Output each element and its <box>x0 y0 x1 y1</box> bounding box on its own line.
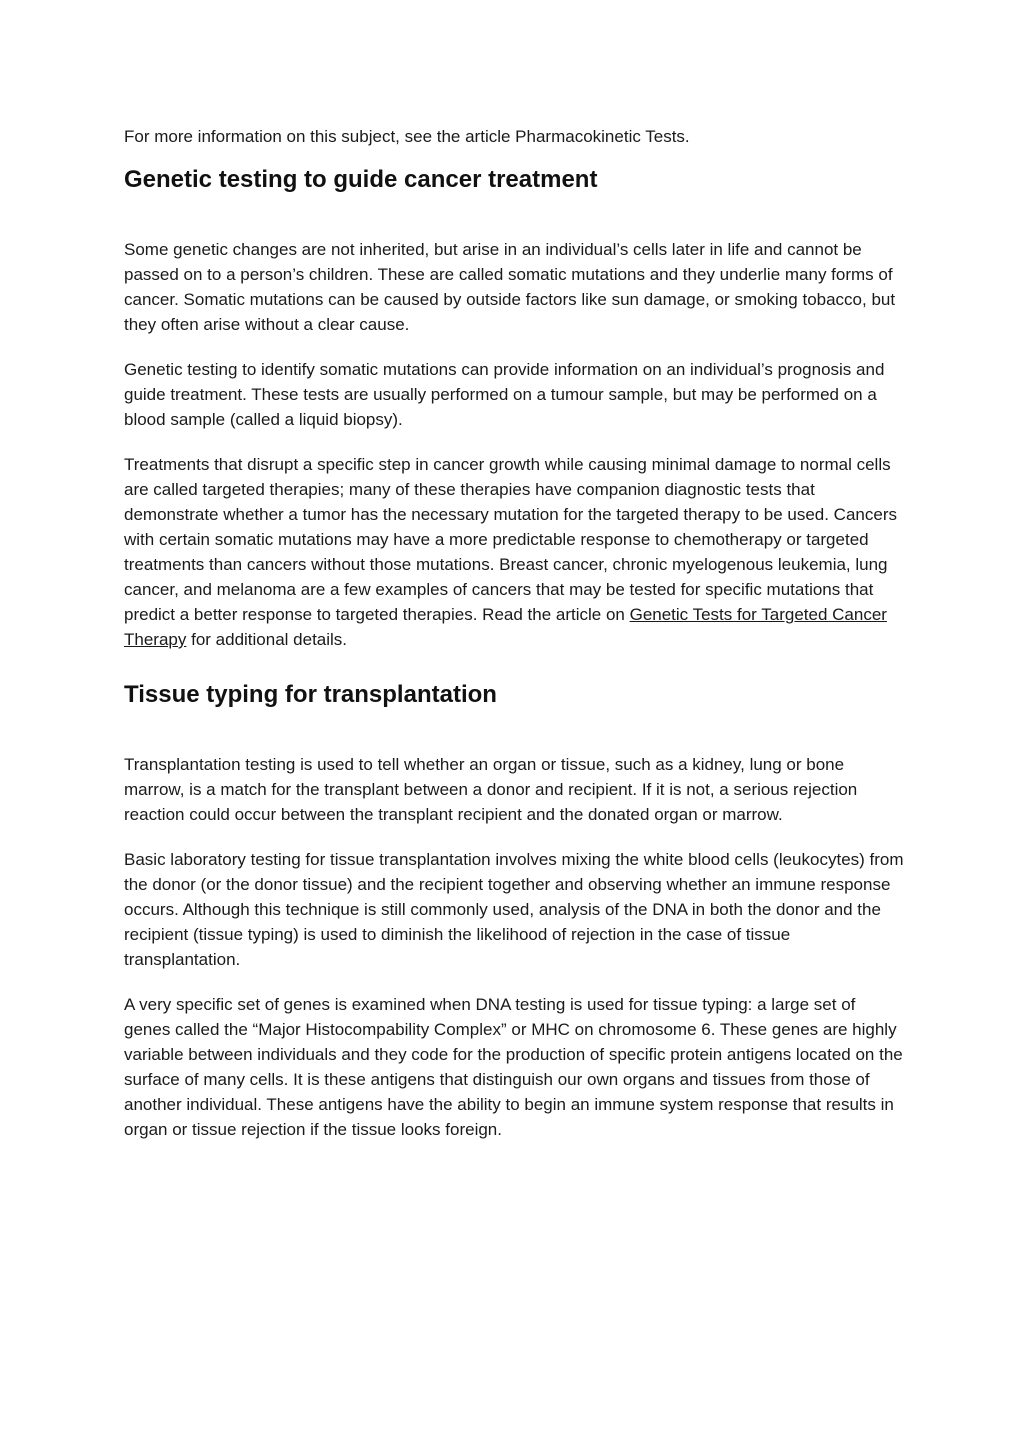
paragraph-targeted-therapies <box>124 452 904 652</box>
document-page <box>124 124 904 1162</box>
targeted-therapies-text-end: for additional details. <box>186 630 348 649</box>
section-heading-genetic-testing: Genetic testing to guide cancer treatment <box>124 166 598 193</box>
paragraph-transplantation-testing: Transplantation testing is used to tell whether an organ or tissue, such as a kidney, lung or bone marrow, is a match for the transplant between a donor and recipient. If it is not, a serious rejection reaction could occur between the transplant recipient and the donated organ or marrow. <box>124 755 858 824</box>
section-heading-tissue-typing: Tissue typing for transplantation <box>124 681 497 708</box>
paragraph-basic-laboratory-testing: Basic laboratory testing for tissue transplantation involves mixing the white blood cells (leukocytes) from the donor (or the donor tissue) and the recipient together and observing whether an immune response occurs. Although this technique is still commonly used, analysis of the DNA in both the donor and the recipient (tissue typing) is used to diminish the likelihood of rejection in the case of tissue transplantation. <box>124 850 904 969</box>
paragraph-somatic-mutations: Some genetic changes are not inherited, but arise in an individual’s cells later in life and cannot be passed on to a person’s children. These are called somatic mutations and they underlie many forms of cancer. Somatic mutations can be caused by outside factors like sun damage, or smoking tobacco, but they often arise without a clear cause. <box>124 240 896 334</box>
paragraph-mhc-genes: A very specific set of genes is examined when DNA testing is used for tissue typing: a large set of genes called the “Major Histocompability Complex” or MHC on chromosome 6. These genes are highly variable between individuals and they code for the production of specific protein antigens located on the surface of many cells. It is these antigens that distinguish our own organs and tissues from those of another individual. These antigens have the ability to begin an immune system response that results in organ or tissue rejection if the tissue looks foreign. <box>124 995 903 1139</box>
intro-paragraph: For more information on this subject, see the article Pharmacokinetic Tests. <box>124 127 690 146</box>
genetic-tests-targeted-therapy-link[interactable]: Genetic Tests for Targeted Cancer Therapy <box>124 605 887 649</box>
paragraph-genetic-testing-prognosis: Genetic testing to identify somatic mutations can provide information on an individual’s prognosis and guide treatment. These tests are usually performed on a tumour sample, but may be performed on a blood sample (called a liquid biopsy). <box>124 360 885 429</box>
targeted-therapies-text: Treatments that disrupt a specific step in cancer growth while causing minimal damage to normal cells are called targeted therapies; many of these therapies have companion diagnostic tests that demonstrate whether a tumor has the necessary mutation for the targeted therapy to be used. Cancers with certain somatic mutations may have a more predictable response to chemotherapy or targeted treatments than cancers without those mutations. Breast cancer, chronic myelogenous leukemia, lung cancer, and melanoma are a few examples of cancers that may be tested for specific mutations that predict a better response to targeted therapies. Read the article on <box>124 455 897 624</box>
